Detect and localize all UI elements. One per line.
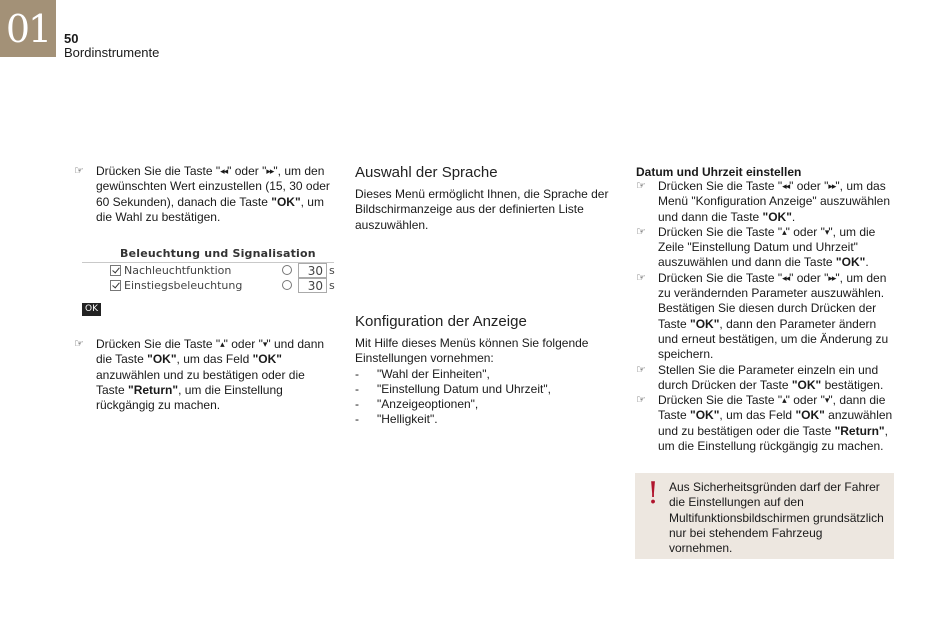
- instruction-bullet: ☞ Drücken Sie die Taste "▴" oder "▾" und dann die Taste "OK", um das Feld "OK" anzuwählen und zu bestätigen oder die Taste "Return", um die Einstellung rückgängig zu machen.: [74, 337, 325, 413]
- instruction-bullet: ☞ Stellen Sie die Parameter einzeln ein und durch Drücken der Taste "OK" bestätigen.: [636, 362, 884, 392]
- heading-language: Auswahl der Sprache: [355, 164, 498, 181]
- column-1-top: [74, 164, 336, 225]
- down-arrow-key-icon: ▾: [824, 226, 829, 237]
- list-item: - "Einstellung Datum und Uhrzeit",: [355, 381, 551, 396]
- instruction-bullet: ☞ Drücken Sie die Taste "◂◂" oder "▸▸", um den zu verändernden Parameter auszuwählen. Bestätigen Sie diesen durch Drücken der Taste "OK", dann den Parameter ändern und erneut bestätigen, um die Änderung zu speichern.: [636, 270, 889, 362]
- pointing-hand-icon: ☞: [636, 363, 646, 376]
- value-field: 30: [298, 263, 327, 278]
- pointing-hand-icon: ☞: [74, 338, 84, 350]
- settings-list: [355, 367, 617, 428]
- instruction-bullet: ☞ Drücken Sie die Taste "◂◂" oder "▸▸", um das Menü "Konfiguration Anzeige" auszuwählen und dann die Taste "OK".: [636, 179, 891, 224]
- right-arrow-key-icon: ▸▸: [828, 181, 836, 191]
- pointing-hand-icon: ☞: [636, 394, 646, 407]
- section-title: Bordinstrumente: [64, 45, 160, 60]
- pointing-hand-icon: ☞: [636, 271, 646, 284]
- warning-text: Aus Sicherheitsgründen darf der Fahrer die Einstellungen auf den Multifunktionsbildschirmen grundsätzlich nur bei stehendem Fahrzeug vornehmen.: [669, 480, 884, 556]
- up-arrow-key-icon: ▴: [782, 395, 786, 406]
- list-item: - "Anzeigeoptionen",: [355, 397, 479, 412]
- pointing-hand-icon: ☞: [74, 165, 84, 177]
- instruction-bullet: ☞ Drücken Sie die Taste "◂◂" oder "▸▸", um den gewünschten Wert einzustellen (15, 30 oder 60 Sekunden), danach die Taste "OK", um die Wahl zu bestätigen.: [74, 164, 330, 224]
- page-number: 50: [64, 31, 79, 46]
- down-arrow-key-icon: ▾: [824, 395, 829, 406]
- safety-warning-box: [635, 473, 894, 559]
- heading-date-time: Datum und Uhrzeit einstellen: [636, 165, 802, 179]
- panel-row: Einstiegsbeleuchtung 30 s: [110, 279, 334, 293]
- checkbox-checked-icon: [110, 265, 121, 276]
- left-arrow-key-icon: ◂◂: [220, 166, 228, 176]
- left-arrow-key-icon: ◂◂: [782, 181, 790, 191]
- chapter-tab: [0, 0, 56, 57]
- paragraph-display-config: Mit Hilfe dieses Menüs können Sie folgende Einstellungen vornehmen:: [355, 336, 589, 366]
- panel-row: Nachleuchtfunktion 30 s: [110, 264, 334, 278]
- value-field: 30: [298, 278, 327, 293]
- column-2-bottom: [355, 313, 617, 428]
- paragraph-language: Dieses Menü ermöglicht Ihnen, die Sprache der Bildschirmanzeige aus der definierten Liste auszuwählen.: [355, 187, 609, 232]
- pointing-hand-icon: ☞: [636, 225, 646, 238]
- up-arrow-key-icon: ▴: [782, 226, 786, 237]
- column-1-bottom: [74, 337, 336, 413]
- display-screenshot: [82, 247, 334, 295]
- ok-badge: OK: [82, 303, 101, 316]
- clock-icon: [282, 280, 292, 290]
- panel-divider: [82, 262, 334, 263]
- instruction-bullet: ☞ Drücken Sie die Taste "▴" oder "▾", dann die Taste "OK", um das Feld "OK" anzuwählen und zu bestätigen oder die Taste "Return", um die Einstellung rückgängig zu machen.: [636, 393, 893, 454]
- clock-icon: [282, 265, 292, 275]
- right-arrow-key-icon: ▸▸: [828, 272, 836, 283]
- right-arrow-key-icon: ▸▸: [266, 166, 274, 176]
- exclamation-icon: !: [647, 476, 660, 511]
- list-item: - "Helligkeit".: [355, 412, 438, 427]
- checkbox-checked-icon: [110, 280, 121, 291]
- panel-title: Beleuchtung und Signalisation: [120, 247, 316, 260]
- list-item: - "Wahl der Einheiten",: [355, 366, 490, 381]
- pointing-hand-icon: ☞: [636, 180, 646, 192]
- chapter-number: 01: [5, 6, 51, 51]
- left-arrow-key-icon: ◂◂: [782, 272, 790, 283]
- column-2-top: [355, 164, 617, 233]
- heading-display-config: Konfiguration der Anzeige: [355, 313, 527, 330]
- instruction-bullet: ☞ Drücken Sie die Taste "▴" oder "▾", um die Zeile "Einstellung Datum und Uhrzeit" auszuwählen und dann die Taste "OK".: [636, 224, 876, 270]
- down-arrow-key-icon: ▾: [262, 339, 267, 349]
- column-3: [636, 165, 894, 454]
- up-arrow-key-icon: ▴: [220, 339, 224, 349]
